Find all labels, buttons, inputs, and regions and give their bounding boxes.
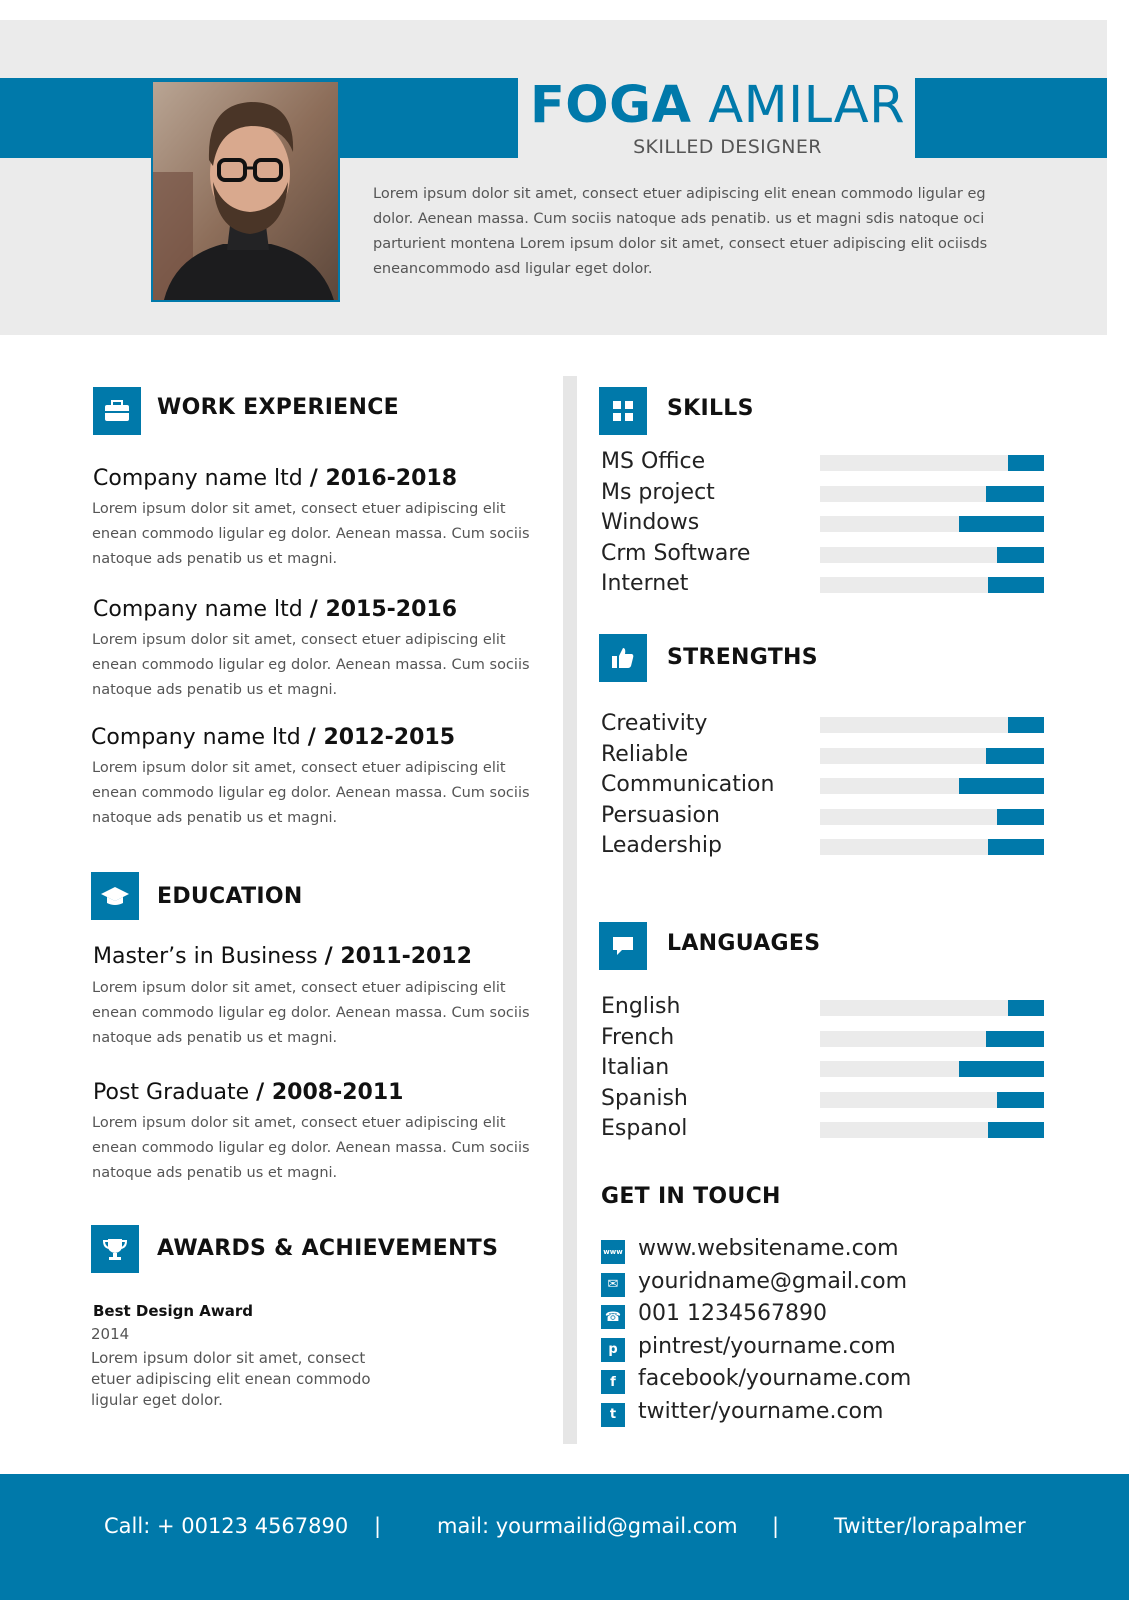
contact-item-text[interactable]: youridname@gmail.com	[638, 1268, 908, 1294]
languages-level-track	[820, 1061, 1044, 1077]
thumbs-up-icon	[599, 634, 647, 682]
skills-level-track	[820, 577, 1044, 593]
get-in-touch-title: GET IN TOUCH	[601, 1184, 781, 1209]
languages-title: LANGUAGES	[667, 931, 821, 956]
skills-level-fill	[986, 486, 1044, 502]
footer-separator: |	[772, 1514, 780, 1538]
languages-level-fill	[1008, 1000, 1044, 1016]
strengths-label: Communication	[601, 772, 775, 797]
strengths-level-fill	[997, 809, 1044, 825]
skills-level-fill	[959, 516, 1044, 532]
contact-item-text[interactable]: pintrest/yourname.com	[638, 1333, 896, 1359]
skills-label: Ms project	[601, 479, 715, 505]
skills-level-track	[820, 516, 1044, 532]
degree-description: Lorem ipsum dolor sit amet, consect etuer adipiscing elit enean commodo ligular eg dolor. Aenean massa. Cum sociis natoque ads penatib us et magni.	[92, 980, 530, 1046]
strengths-label: Persuasion	[601, 802, 720, 828]
job-years: / 2012-2015	[307, 725, 456, 750]
profile-photo	[151, 80, 340, 302]
skills-label: Windows	[601, 510, 700, 535]
briefcase-icon	[93, 387, 141, 435]
job-role: SKILLED DESIGNER	[633, 136, 822, 158]
degree-name: Master’s in Business	[93, 944, 318, 969]
strengths-label: Reliable	[601, 741, 689, 767]
languages-label: Italian	[601, 1055, 670, 1080]
company-name: Company name ltd	[91, 725, 301, 750]
degree-name: Post Graduate	[93, 1080, 250, 1105]
footer-twitter[interactable]: Twitter/lorapalmer	[834, 1514, 1026, 1538]
twitter-icon: t	[601, 1403, 625, 1427]
skills-level-fill	[997, 547, 1044, 563]
phone-icon: ☎	[601, 1305, 625, 1329]
first-name: FOGA	[529, 76, 692, 135]
job-years: / 2015-2016	[309, 597, 458, 622]
intro-text: Lorem ipsum dolor sit amet, consect etuer adipiscing elit enean commodo ligular eg dolor. Aenean massa. Cum sociis natoque ads penatib. us et magni sdis natoque oci parturient montena Lorem ipsum dolor sit amet, consect etuer adipiscing elit ociisds eneancommodo asd ligular eget dolor.	[373, 186, 988, 277]
skills-level-track	[820, 455, 1044, 471]
web-icon: www	[601, 1240, 625, 1264]
skills-label: Crm Software	[601, 540, 751, 566]
skills-level-fill	[1008, 455, 1044, 471]
job-description: Lorem ipsum dolor sit amet, consect etuer adipiscing elit enean commodo ligular eg dolor. Aenean massa. Cum sociis natoque ads penatib us et magni.	[92, 632, 530, 698]
strengths-level-fill	[959, 778, 1044, 794]
company-name: Company name ltd	[93, 466, 303, 491]
skills-level-track	[820, 547, 1044, 563]
languages-label: English	[601, 994, 681, 1019]
grid-icon	[599, 387, 647, 435]
strengths-level-fill	[1008, 717, 1044, 733]
strengths-level-track	[820, 839, 1044, 855]
languages-level-fill	[988, 1122, 1044, 1138]
languages-level-track	[820, 1092, 1044, 1108]
strengths-level-track	[820, 809, 1044, 825]
contact-item-text[interactable]: facebook/yourname.com	[638, 1366, 912, 1391]
last-name: AMILAR	[708, 76, 906, 135]
skills-level-fill	[988, 577, 1044, 593]
footer-separator: |	[374, 1514, 382, 1538]
job-years: / 2016-2018	[309, 466, 458, 491]
degree-description: Lorem ipsum dolor sit amet, consect etuer adipiscing elit enean commodo ligular eg dolor. Aenean massa. Cum sociis natoque ads penatib us et magni.	[92, 1115, 530, 1181]
header-band-right	[915, 78, 1107, 158]
languages-level-fill	[959, 1061, 1044, 1077]
award-year: 2014	[91, 1325, 130, 1343]
strengths-level-fill	[988, 839, 1044, 855]
strengths-level-track	[820, 717, 1044, 733]
languages-label: French	[601, 1024, 675, 1050]
column-divider	[563, 376, 577, 1444]
award-name: Best Design Award	[93, 1302, 253, 1320]
skills-label: Internet	[601, 571, 689, 596]
facebook-icon: f	[601, 1370, 625, 1394]
job-title	[93, 466, 457, 491]
work-experience-title: WORK EXPERIENCE	[157, 395, 399, 420]
trophy-icon	[91, 1225, 139, 1273]
degree-years: / 2008-2011	[256, 1080, 404, 1105]
languages-level-fill	[986, 1031, 1044, 1047]
pinterest-icon: p	[601, 1338, 625, 1362]
footer-call: Call: + 00123 4567890	[104, 1514, 349, 1538]
strengths-level-track	[820, 748, 1044, 764]
footer-mail[interactable]: mail: yourmailid@gmail.com	[437, 1514, 738, 1538]
job-description: Lorem ipsum dolor sit amet, consect etuer adipiscing elit enean commodo ligular eg dolor. Aenean massa. Cum sociis natoque ads penatib us et magni.	[92, 501, 530, 567]
languages-level-track	[820, 1122, 1044, 1138]
award-description: Lorem ipsum dolor sit amet, consect etuer adipiscing elit enean commodo ligular eget dolor.	[91, 1349, 371, 1409]
email-icon: ✉	[601, 1273, 625, 1297]
languages-label: Spanish	[601, 1085, 688, 1111]
education-title: EDUCATION	[157, 884, 303, 909]
awards-title: AWARDS & ACHIEVEMENTS	[157, 1236, 499, 1261]
languages-level-fill	[997, 1092, 1044, 1108]
job-title	[91, 725, 455, 750]
strengths-title: STRENGTHS	[667, 645, 818, 670]
languages-label: Espanol	[601, 1116, 688, 1141]
job-description: Lorem ipsum dolor sit amet, consect etuer adipiscing elit enean commodo ligular eg dolor. Aenean massa. Cum sociis natoque ads penatib us et magni.	[92, 760, 530, 826]
degree-title	[93, 944, 472, 969]
strengths-level-fill	[986, 748, 1044, 764]
skills-label: MS Office	[601, 449, 706, 474]
degree-years: / 2011-2012	[324, 944, 472, 969]
speech-bubble-icon	[599, 922, 647, 970]
graduation-cap-icon	[91, 872, 139, 920]
degree-title	[93, 1080, 403, 1105]
languages-level-track	[820, 1031, 1044, 1047]
job-title	[93, 597, 457, 622]
company-name: Company name ltd	[93, 597, 303, 622]
skills-level-track	[820, 486, 1044, 502]
skills-title: SKILLS	[667, 396, 754, 421]
strengths-label: Leadership	[601, 833, 722, 858]
candidate-name	[520, 78, 915, 134]
contact-item-text[interactable]: 001 1234567890	[638, 1301, 827, 1326]
strengths-label: Creativity	[601, 711, 708, 736]
contact-item-text[interactable]: twitter/yourname.com	[638, 1398, 884, 1424]
strengths-level-track	[820, 778, 1044, 794]
languages-level-track	[820, 1000, 1044, 1016]
contact-item-text[interactable]: www.websitename.com	[638, 1236, 899, 1261]
